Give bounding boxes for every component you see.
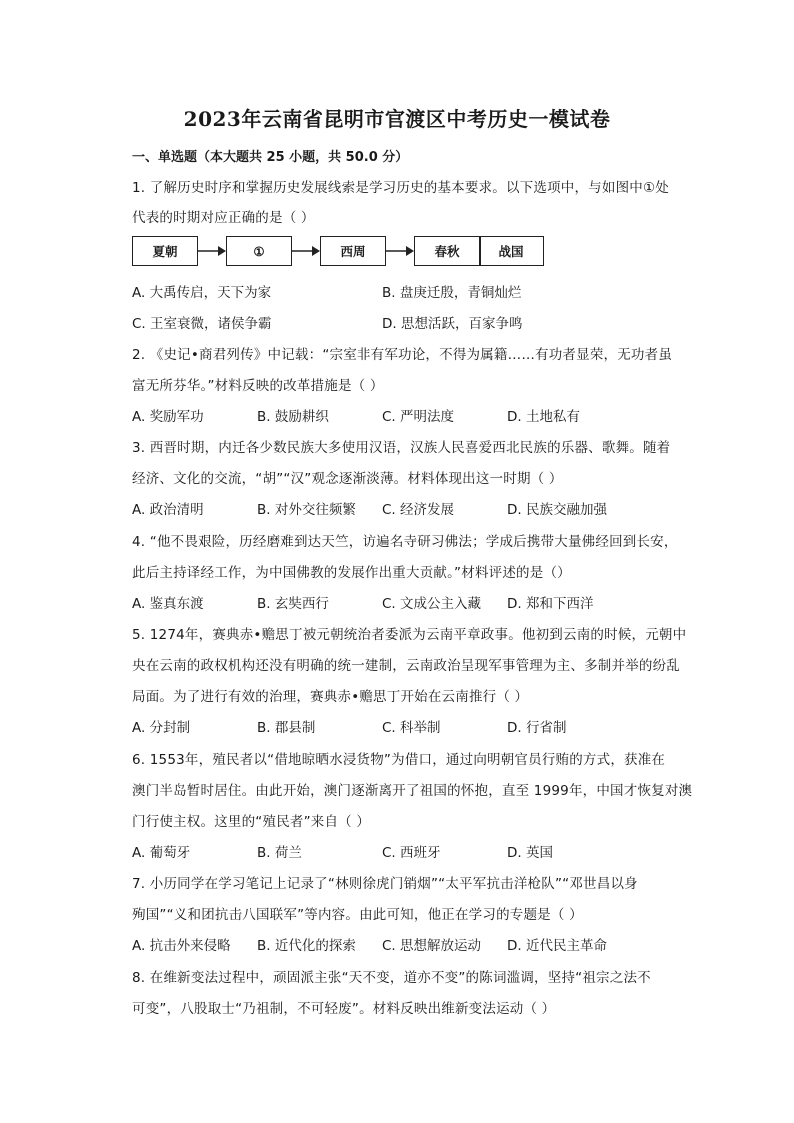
question-7-line-2: 殉国”“义和团抗击八国联军”等内容。由此可知，他正在学习的专题是（ ） [132,907,583,923]
question-6-option-b: B. 荷兰 [257,845,302,861]
question-4-line-2: 此后主持译经工作，为中国佛教的发展作出重大贡献。”材料评述的是（） [132,565,571,581]
flow-label-spring-autumn: 春秋 [434,244,460,259]
page-title: 2023年云南省昆明市官渡区中考历史一模试卷 [183,107,611,131]
question-6-line-2: 澳门半岛暂时居住。由此开始，澳门逐渐离开了祖国的怀抱，直至 1999年，中国才恢复对澳 [132,783,693,799]
question-3-option-c: C. 经济发展 [382,502,455,518]
question-7-line-1: 7. 小历同学在学习笔记上记录了“林则徐虎门销烟”“太平军抗击洋枪队”“邓世昌以身 [132,876,638,892]
question-5-line-3: 局面。为了进行有效的治理，赛典赤•赡思丁开始在云南推行（ ） [132,689,529,705]
question-5-option-c: C. 科举制 [382,720,441,736]
flow-arrow-icon [292,244,320,258]
question-5-option-a: A. 分封制 [132,720,191,736]
question-2-line-1: 2. 《史记•商君列传》中记载：“宗室非有军功论，不得为属籍……有功者显荣，无功者虽 [132,347,673,363]
question-1-option-c: C. 王室衰微，诸侯争霸 [132,316,272,332]
question-5-line-1: 5. 1274年，赛典赤•赡思丁被元朝统治者委派为云南平章政事。他初到云南的时候，元朝中 [132,627,687,643]
dynasty-flowchart [132,236,544,268]
flow-arrow-icon [386,244,414,258]
question-7-option-a: A. 抗击外来侵略 [132,938,231,954]
flow-box-blank: ① [226,236,292,266]
question-1-option-d: D. 思想活跃，百家争鸣 [382,316,523,332]
question-3-line-1: 3. 西晋时期，内迁各少数民族大多使用汉语，汉族人民喜爱西北民族的乐器、歌舞。随着 [132,440,671,456]
question-4-option-a: A. 鉴真东渡 [132,596,204,612]
question-7-option-b: B. 近代化的探索 [257,938,356,954]
question-6-option-c: C. 西班牙 [382,845,441,861]
question-6-option-d: D. 英国 [507,845,553,861]
question-6-line-3: 门行使主权。这里的“殖民者”来自（ ） [132,814,371,830]
question-5-option-b: B. 郡县制 [257,720,316,736]
question-5-line-2: 央在云南的政权机构还没有明确的统一建制，云南政治呈现军事管理为主、多制并举的纷乱 [132,658,680,674]
question-1-option-b: B. 盘庚迁殷，青铜灿烂 [382,285,522,301]
question-8-line-2: 可变”，八股取士“乃祖制，不可轻废”。材料反映出维新变法运动（ ） [132,1001,556,1017]
question-1-line-1: 1. 了解历史时序和掌握历史发展线索是学习历史的基本要求。以下选项中，与如图中①处 [132,180,669,196]
question-2-option-c: C. 严明法度 [382,409,455,425]
question-8-line-1: 8. 在维新变法过程中，顽固派主张“天不变，道亦不变”的陈词滥调，坚持“祖宗之法不 [132,970,651,986]
flow-box-xia: 夏朝 [132,236,198,266]
question-1-option-a: A. 大禹传启，天下为家 [132,285,272,301]
question-3-option-b: B. 对外交往频繁 [257,502,356,518]
question-6-line-1: 6. 1553年，殖民者以“借地晾晒水浸货物”为借口，通过向明朝官员行贿的方式，获准在 [132,752,666,768]
flow-label-warring-states: 战国 [498,244,524,259]
question-4-option-c: C. 文成公主入藏 [382,596,482,612]
question-6-option-a: A. 葡萄牙 [132,845,191,861]
question-7-option-c: C. 思想解放运动 [382,938,482,954]
question-5-option-d: D. 行省制 [507,720,567,736]
question-2-line-2: 富无所芬华。”材料反映的改革措施是（ ） [132,378,384,394]
flow-box-western-zhou: 西周 [320,236,386,266]
question-2-option-b: B. 鼓励耕织 [257,409,329,425]
question-4-option-b: B. 玄奘西行 [257,596,329,612]
flow-box-divider [479,236,481,266]
question-3-line-2: 经济、文化的交流，“胡”“汉”观念逐渐淡薄。材料体现出这一时期（ ） [132,471,563,487]
question-2-option-d: D. 土地私有 [507,409,580,425]
question-4-line-1: 4. “他不畏艰险，历经磨难到达天竺，访遍名寺研习佛法；学成后携带大量佛经回到长安， [132,534,678,550]
question-7-option-d: D. 近代民主革命 [507,938,607,954]
question-3-option-a: A. 政治清明 [132,502,204,518]
question-1-line-2: 代表的时期对应正确的是（ ） [132,210,315,226]
question-3-option-d: D. 民族交融加强 [507,502,607,518]
question-2-option-a: A. 奖励军功 [132,409,204,425]
flow-arrow-icon [198,244,226,258]
section-heading: 一、单选题（本大题共 25 小题，共 50.0 分） [132,150,409,165]
question-4-option-d: D. 郑和下西洋 [507,596,594,612]
